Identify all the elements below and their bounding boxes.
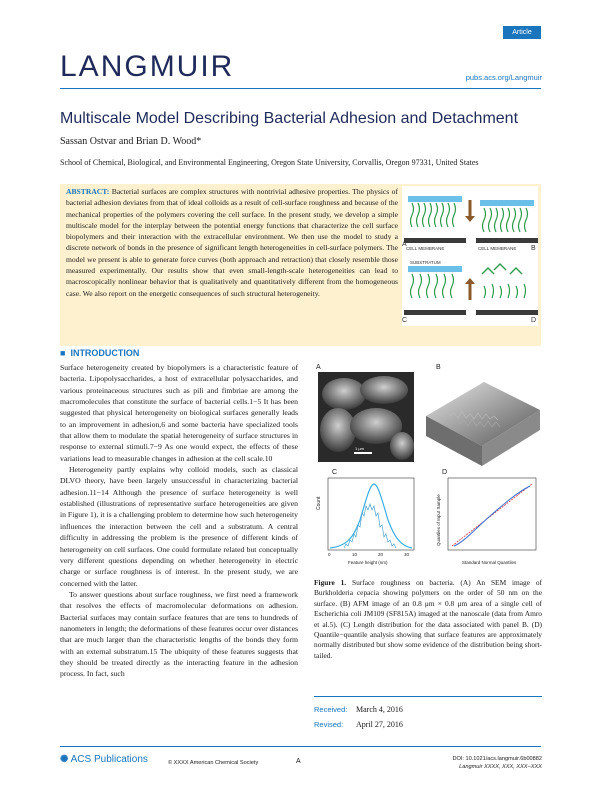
received-label: Received: bbox=[314, 705, 348, 714]
article-type-badge: Article bbox=[503, 26, 541, 39]
acs-logo-icon: ✺ bbox=[60, 754, 69, 765]
paragraph-1: Surface heterogeneity created by biopolymers is a characteristic feature of bacteria. Lipopolysaccharides, a host of extracellular polysaccharides, and various proteinaceous structures such as pili and fimbriae are among the macromolecules that constitute the surface of bacterial cells.1−5 It has been suggested that physical heterogeneity on biological surfaces generally leads to an improvement in adhesion,6 and some bacteria have specialized tools that allow them to modulate the spatial heterogeneity of surface structures in response to external stimuli.7−9 As one would expect, the effects of these variations lead to measurable changes in adhesion at the cell scale.10 bbox=[60, 363, 298, 463]
toc-label-b: B bbox=[531, 245, 536, 252]
affiliation: School of Chemical, Biological, and Environmental Engineering, Oregon State University, Corvallis, Oregon 97331, United States bbox=[60, 158, 479, 167]
scale-bar-label: 1 µm bbox=[355, 446, 364, 451]
hist-xlabel: Feature height (nm) bbox=[348, 560, 388, 565]
paragraph-2: Heterogeneity partly explains why colloid models, such as classical DLVO theory, have been largely unsuccessful in characterizing bacterial adhesion.11−14 Although the presence of surface heterogeneity is well established (illustrations of representative surface heterogeneities are given in Figure 1), it is a challenging problem to determine how such heterogeneity influences the interaction between the cell and a substratum. A central difficulty in addressing the problem is the presence of different kinds of heterogeneity on cell surfaces. One could formulate related but conceptually very different questions depending on whether heterogeneity in electric charge or surface roughness is of interest. In the present study, we are concerned with the latter. bbox=[60, 465, 298, 588]
copyright: © XXXX American Chemical Society bbox=[168, 760, 259, 766]
hist-tick-10: 10 bbox=[352, 552, 358, 557]
qq-ylabel: Quantiles of Input Sample bbox=[436, 494, 441, 546]
received-date: March 4, 2016 bbox=[356, 705, 403, 714]
hist-tick-0: 0 bbox=[328, 552, 331, 557]
hist-axes bbox=[328, 478, 414, 550]
caption-text: Surface roughness on bacteria. (A) An SEM image of Burkholderia cepacia showing polymers on the order of 50 nm on the surface. (B) AFM image of an 0.8 μm × 0.8 μm area of a single cell of Escherichia coli JM109 (SF815A) imaged at the nanoscale (data from Amro et al.5). (C) Length distribution for the data associated with panel B. (D) Quantile−quantile analysis showing that surface features are approximately normally distributed but show some evidence of the distribution being short-tailed. bbox=[314, 578, 542, 660]
abstract-text bbox=[66, 186, 398, 299]
header-divider bbox=[60, 88, 541, 89]
toc-membrane-label-a: CELL MEMBRANE bbox=[406, 246, 445, 251]
toc-graphic bbox=[402, 186, 538, 326]
publisher-name: ACS Publications bbox=[70, 754, 148, 765]
figure-1 bbox=[314, 360, 542, 570]
toc-membrane-label-b: CELL MEMBRANE bbox=[478, 246, 517, 251]
panel-label-d: D bbox=[442, 469, 448, 476]
journal-url-link[interactable]: pubs.acs.org/Langmuir bbox=[465, 73, 542, 82]
hist-curve bbox=[330, 484, 412, 548]
received-dates bbox=[314, 702, 403, 732]
scale-bar bbox=[354, 452, 372, 454]
qq-sample-curve bbox=[454, 486, 530, 546]
toc-label-d: D bbox=[531, 317, 537, 324]
paragraph-3: To answer questions about surface roughness, we first need a framework that resolves the effects of macromolecular deformations on adhesion. Bacterial surfaces may contain surface features that are tens to hundreds of nanometers in length; the deformations of these features occur over distances that are much larger than the characteristic lengths of the bonds they form with an external substratum.15 The ubiquity of these features suggests that they should be treated directly as the interacting feature in the adhesion process. In fact, such bbox=[60, 589, 298, 679]
panel-label-a: A bbox=[316, 364, 321, 371]
revised-date: April 27, 2016 bbox=[356, 720, 403, 729]
panel-label-c: C bbox=[332, 469, 338, 476]
toc-substratum-label-c: SUBSTRATUM bbox=[410, 260, 441, 265]
abstract-label: ABSTRACT: bbox=[66, 187, 110, 196]
toc-label-c: C bbox=[402, 317, 408, 324]
panel-label-b: B bbox=[436, 364, 441, 371]
section-title: INTRODUCTION bbox=[70, 348, 140, 358]
qq-reference-line bbox=[452, 484, 532, 546]
caption-label: Figure 1. bbox=[314, 578, 347, 587]
qq-xlabel: Standard Normal Quantiles bbox=[462, 560, 517, 565]
journal-logo: LANGMUIR bbox=[60, 50, 235, 83]
hist-tick-30: 30 bbox=[404, 552, 410, 557]
footer-divider bbox=[60, 746, 541, 747]
section-heading-introduction: ■ INTRODUCTION bbox=[60, 348, 140, 358]
abstract-body: Bacterial surfaces are complex structures with nontrivial adhesive properties. The physics of bacterial adhesion deviates from that of ideal colloids as a result of cell-surface roughness and because of the mechanical properties of the polymers covering the cell surface. In the present study, we develop a simple multiscale model for the interplay between the potential energy functions that characterize the cell surface biopolymers and their interaction with the extracellular environment. We then use the model to study a discrete network of bonds in the presence of significant length heterogeneities in cell-surface polymers. The model we present is able to generate force curves (both approach and retraction) that closely resemble those measured experimentally. Our results show that even small-length-scale heterogeneities can lead to macroscopically nonlinear behavior that is qualitatively and quantitatively different from the homogeneous case. We also report on the energetic consequences of such structural heterogeneity. bbox=[66, 187, 398, 298]
afm-surface bbox=[426, 382, 540, 466]
figure-caption bbox=[314, 578, 542, 661]
hist-ylabel: Count bbox=[316, 496, 322, 510]
body-text-column bbox=[60, 362, 298, 680]
doi-text: DOI: 10.1021/acs.langmuir.6b00882 bbox=[452, 756, 542, 762]
article-title: Multiscale Model Describing Bacterial Adhesion and Detachment bbox=[60, 110, 519, 127]
revised-label: Revised: bbox=[314, 720, 344, 729]
page-number: A bbox=[296, 758, 301, 765]
publisher-logo[interactable] bbox=[60, 754, 148, 765]
author-list[interactable]: Sassan Ostvar and Brian D. Wood* bbox=[60, 136, 202, 147]
dates-divider bbox=[314, 696, 542, 697]
hist-tick-20: 20 bbox=[378, 552, 384, 557]
toc-label-a: A bbox=[402, 241, 407, 248]
hist-bars bbox=[344, 504, 396, 548]
doi-link[interactable] bbox=[452, 756, 542, 762]
citation: Langmuir XXXX, XXX, XXX−XXX bbox=[459, 764, 542, 770]
